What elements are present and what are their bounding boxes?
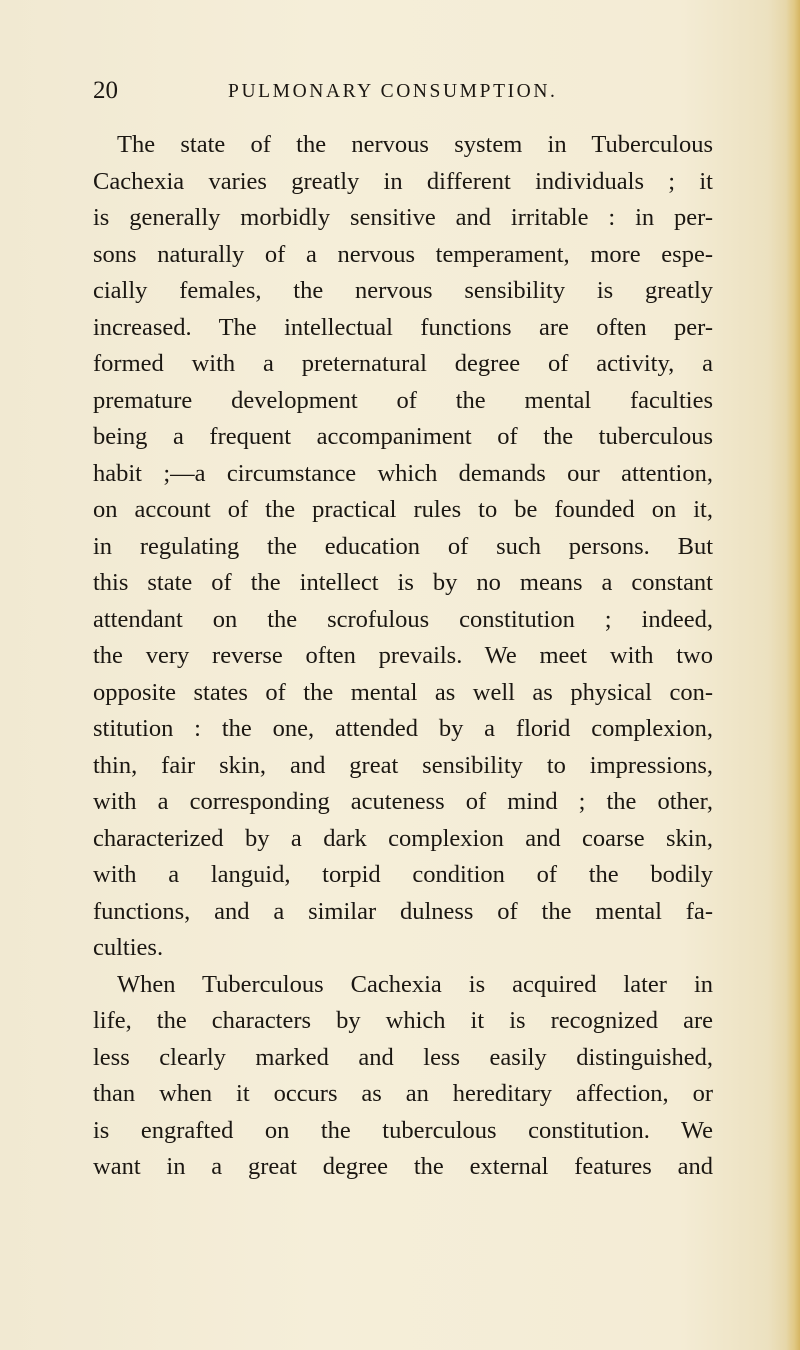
text-line: less clearly marked and less easily distinguished, [93, 1043, 713, 1071]
text-line: attendant on the scrofulous constitution ; indeed, [93, 605, 713, 633]
text-line: with a corresponding acuteness of mind ; the other, [93, 788, 713, 815]
text-line: opposite states of the mental as well as physical con- [93, 678, 713, 706]
text-line: with a languid, torpid condition of the bodily [93, 861, 713, 888]
text-line: cially females, the nervous sensibility is greatly [93, 277, 713, 304]
text-line: thin, fair skin, and great sensibility to impressions, [93, 751, 713, 779]
text-line: stitution : the one, attended by a florid complexion, [93, 715, 713, 742]
page-edge-shading [786, 0, 800, 1350]
text-line: in regulating the education of such persons. But [93, 532, 713, 560]
running-head: PULMONARY CONSUMPTION. [228, 81, 558, 102]
text-line: formed with a preternatural degree of activity, a [93, 350, 713, 377]
text-line: characterized by a dark complexion and coarse skin, [93, 824, 713, 852]
text-line: increased. The intellectual functions are often per- [93, 313, 713, 341]
text-line: sons naturally of a nervous temperament, more espe- [93, 240, 713, 268]
body-text [93, 127, 713, 1186]
text-line: is generally morbidly sensitive and irritable : in per- [93, 204, 713, 231]
text-line: life, the characters by which it is recognized are [93, 1007, 713, 1034]
text-line: The state of the nervous system in Tuberculous [117, 131, 713, 158]
text-line: Cachexia varies greatly in different individuals ; it [93, 167, 713, 195]
text-line: is engrafted on the tuberculous constitution. We [93, 1116, 713, 1144]
text-line: want in a great degree the external features and [93, 1153, 713, 1180]
text-line: functions, and a similar dulness of the mental fa- [93, 897, 713, 925]
text-line: on account of the practical rules to be founded on it, [93, 496, 713, 523]
text-line: culties. [93, 934, 164, 961]
text-line: than when it occurs as an hereditary affection, or [93, 1080, 713, 1107]
text-line: the very reverse often prevails. We meet with two [93, 642, 713, 669]
text-line: When Tuberculous Cachexia is acquired later in [117, 970, 713, 998]
text-line: being a frequent accompaniment of the tuberculous [93, 423, 713, 450]
text-line: habit ;—a circumstance which demands our attention, [93, 459, 713, 487]
page-number: 20 [93, 77, 118, 104]
text-line: this state of the intellect is by no means a constant [93, 569, 713, 596]
page-header [93, 76, 733, 106]
text-line: premature development of the mental faculties [93, 386, 713, 414]
